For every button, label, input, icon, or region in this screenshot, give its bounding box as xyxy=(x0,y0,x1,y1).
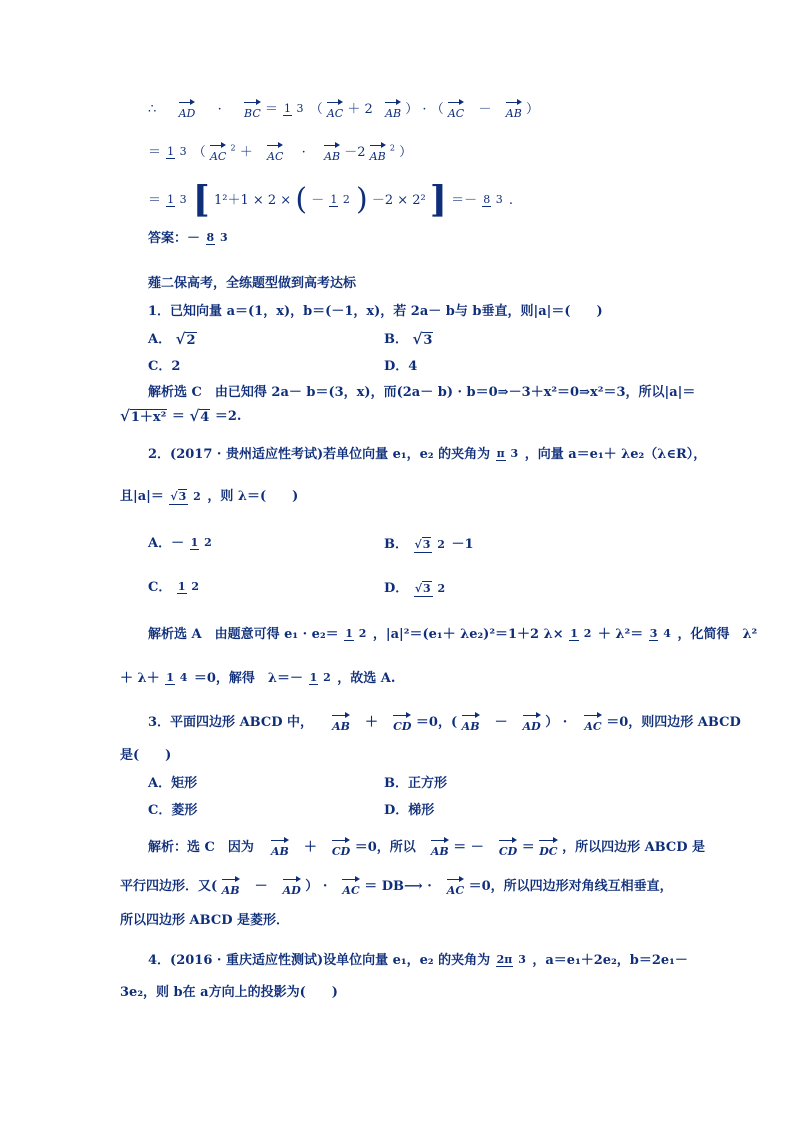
vector-ab: AB xyxy=(332,713,350,732)
fraction-sqrt3-half xyxy=(169,489,201,505)
numerator: 1 xyxy=(190,536,199,550)
solution-text: ，化简得 λ² xyxy=(677,627,758,642)
fraction-sqrt3-half xyxy=(414,581,446,597)
question-4-stem-line-1 xyxy=(148,954,688,967)
fraction-one-half xyxy=(177,581,200,594)
numerator: 1 xyxy=(167,145,175,159)
solution-text: 解析：选 C 因为 xyxy=(148,840,254,855)
denominator: 3 xyxy=(510,447,519,461)
vector-ab: AB xyxy=(431,838,449,857)
therefore-symbol: ∴ xyxy=(148,102,157,117)
q2-solution-line-2 xyxy=(120,672,395,685)
denominator: 2 xyxy=(437,538,445,551)
vector-ab: AB xyxy=(385,100,401,119)
numerator: √3 xyxy=(170,490,187,503)
q3-option-b: B．正方形 xyxy=(384,776,447,791)
fraction-one-half xyxy=(329,194,351,207)
solution-text: ，|a|²＝(e₁＋ λe₂)²＝1＋2 λ× xyxy=(372,627,564,642)
question-4-stem-line-2: 3e₂，则 b在 a方向上的投影为( ) xyxy=(120,985,338,1000)
denominator: 4 xyxy=(663,627,671,641)
q2-solution-line-1 xyxy=(148,628,757,641)
equals-sign: ＝ xyxy=(148,145,162,160)
fraction-one-third xyxy=(166,194,188,207)
vector-cd: CD xyxy=(332,838,350,857)
vector-ad: AD xyxy=(283,877,301,896)
vector-ad: AD xyxy=(523,713,541,732)
stem-text: ，则 λ＝( ) xyxy=(207,489,299,505)
question-2-stem-line-2 xyxy=(120,489,298,505)
solution-text: ＝0，所以 xyxy=(354,840,416,855)
vector-ab: AB xyxy=(324,143,340,162)
numerator: 1 xyxy=(570,627,578,641)
equals-sign: ＝ xyxy=(148,192,162,208)
fraction-one-third xyxy=(283,103,305,116)
plus-sign: ＋ xyxy=(303,840,317,855)
fraction-one-quarter xyxy=(165,672,188,685)
numerator: 1 xyxy=(177,580,186,594)
denominator: 3 xyxy=(179,192,187,206)
denominator: 2 xyxy=(437,582,446,595)
plus-sign: ＋ xyxy=(347,102,361,117)
period: . xyxy=(508,192,514,208)
numerator: 1 xyxy=(330,192,338,206)
stem-text: ，向量 a＝e₁＋ λe₂（λ∈R）， xyxy=(524,447,707,462)
q1-solution-line-2 xyxy=(120,409,241,424)
q3-solution-line-2 xyxy=(120,877,673,896)
answer-fraction xyxy=(206,232,229,245)
solution-text: ＝ DB⟶ · xyxy=(364,879,432,894)
vector-cd: CD xyxy=(499,838,517,857)
question-3-stem-line-2: 是( ) xyxy=(120,748,172,763)
q1-option-b xyxy=(384,332,433,347)
fraction-pi-third xyxy=(496,448,520,461)
radicand: 3 xyxy=(423,333,433,348)
fraction-two-pi-third xyxy=(496,954,527,967)
left-paren: （ xyxy=(309,102,323,117)
minus-sign: － xyxy=(254,879,268,894)
right-paren-large: ) xyxy=(356,182,368,217)
radicand: 4 xyxy=(200,410,210,425)
radicand: 3 xyxy=(422,538,431,551)
bracket-expression: 1²＋1 × 2 × xyxy=(213,192,292,208)
stem-text: ＝0，则四边形 ABCD xyxy=(606,715,741,730)
vector-ac: AC xyxy=(448,100,464,119)
solution-text: ，故选 A. xyxy=(337,671,396,686)
option-label: B． xyxy=(384,332,408,347)
sqrt-three: √3 xyxy=(412,330,433,348)
vector-cd: CD xyxy=(393,713,411,732)
radicand: 2 xyxy=(186,333,196,348)
vector-ac: AC xyxy=(267,143,283,162)
denominator: 2 xyxy=(193,490,201,503)
numerator: 1 xyxy=(167,192,175,206)
fraction-one-half xyxy=(190,537,213,550)
stem-text: ＝0，( xyxy=(415,715,458,730)
fraction-eight-thirds xyxy=(482,194,504,207)
minus-sign: － xyxy=(311,192,325,208)
solution-text: 平行四边形．又( xyxy=(120,879,218,894)
answer-line xyxy=(148,232,230,245)
coefficient-two: 2 xyxy=(364,102,373,117)
denominator: 2 xyxy=(191,580,200,594)
q3-option-a: A．矩形 xyxy=(148,776,198,791)
denominator: 2 xyxy=(358,627,367,641)
denominator: 2 xyxy=(204,536,212,550)
stem-text: ，a＝e₁＋2e₂，b＝2e₁－ xyxy=(532,953,688,968)
equals-sign: ＝ xyxy=(521,840,535,855)
denominator: 3 xyxy=(518,953,526,967)
numerator: π xyxy=(496,447,505,461)
numerator: 1 xyxy=(166,671,174,685)
vector-ab: AB xyxy=(222,877,240,896)
left-paren: （ xyxy=(430,102,444,117)
vector-ac: AC xyxy=(327,100,343,119)
right-paren: ） xyxy=(305,879,319,894)
option-label: A．－ xyxy=(148,536,185,551)
solution-text: ，所以四边形 ABCD 是 xyxy=(562,840,706,855)
minus-sign: － xyxy=(494,715,508,730)
denominator: 3 xyxy=(179,145,187,159)
solution-text: ＋ λ＋ xyxy=(120,671,160,686)
fraction-one-half xyxy=(344,628,367,641)
right-paren: ） xyxy=(405,102,419,117)
denominator: 2 xyxy=(342,192,350,206)
question-1-stem: 1．已知向量 a＝(1，x)，b＝(－1，x)，若 2a－ b与 b垂直，则|a|＝( ) xyxy=(148,304,603,319)
sqrt-four: √4 xyxy=(189,407,210,425)
solution-text: ＝0，所以四边形对角线互相垂直， xyxy=(468,879,673,894)
stem-text: 2．(2017 · 贵州适应性考试)若单位向量 e₁，e₂ 的夹角为 xyxy=(148,447,491,462)
q1-option-a xyxy=(148,332,197,347)
dot-operator: · xyxy=(217,102,222,117)
vector-ab: AB xyxy=(506,100,522,119)
formula-line-3 xyxy=(148,179,514,221)
denominator: 3 xyxy=(495,192,503,206)
question-3-stem-line-1 xyxy=(148,713,741,732)
denominator: 4 xyxy=(179,671,188,685)
solution-text: ＋ λ²＝ xyxy=(597,627,644,642)
right-paren: ） xyxy=(545,715,559,730)
vector-ac: AC xyxy=(584,713,601,732)
question-2-stem-line-1 xyxy=(148,448,706,461)
numerator: 1 xyxy=(309,671,318,685)
minus-sign: － xyxy=(478,102,492,117)
option-label: D． xyxy=(384,581,409,597)
left-paren-large: ( xyxy=(295,182,308,217)
sqrt-two: √2 xyxy=(175,330,196,348)
equals-sign: ＝ xyxy=(264,102,278,117)
fraction-one-third xyxy=(166,146,188,159)
numerator: 1 xyxy=(284,102,292,116)
plus-sign: ＋ xyxy=(365,715,379,730)
numerator: 3 xyxy=(649,627,658,641)
vector-ab: AB xyxy=(462,713,480,732)
minus-sign: － xyxy=(470,840,484,855)
numerator: √3 xyxy=(414,538,431,551)
vector-dc: DC xyxy=(539,838,557,857)
q1-option-d: D．4 xyxy=(384,359,418,374)
fraction-one-half xyxy=(309,672,332,685)
denominator: 3 xyxy=(220,231,228,245)
plus-sign: ＋ xyxy=(239,145,253,160)
left-bracket: [ xyxy=(192,179,210,221)
radicand: 3 xyxy=(178,490,187,503)
numerator: √3 xyxy=(414,582,431,595)
vector-ad: AD xyxy=(179,100,196,119)
numerator: 8 xyxy=(206,231,215,245)
vector-bc: BC xyxy=(244,100,261,119)
denominator: 2 xyxy=(583,627,592,641)
square-exponent: 2 xyxy=(389,143,395,153)
sqrt-expression: √1＋x² xyxy=(120,407,167,425)
q3-option-c: C．菱形 xyxy=(148,803,198,818)
answer-label: 答案：－ xyxy=(148,231,201,246)
dot-operator: · xyxy=(301,145,306,160)
fraction-one-half xyxy=(569,628,592,641)
dot-operator: · xyxy=(562,715,568,730)
dot-operator: · xyxy=(322,879,328,894)
q2-option-b xyxy=(384,537,474,553)
vector-ab: AB xyxy=(271,838,289,857)
stem-text: 4．(2016 · 重庆适应性测试)设单位向量 e₁，e₂ 的夹角为 xyxy=(148,953,491,968)
option-label: A． xyxy=(148,332,172,347)
vector-ac: AC xyxy=(210,143,226,162)
square-exponent: 2 xyxy=(230,143,236,153)
q2-option-c xyxy=(148,581,201,594)
radicand: 1＋x² xyxy=(130,410,167,425)
q3-solution-line-1 xyxy=(148,838,705,857)
option-label: B． xyxy=(384,537,408,553)
minus-two: －2 xyxy=(344,145,366,160)
q1-solution-line-1: 解析选 C 由已知得 2a－ b＝(3，x)，而(2a－ b) · b＝0⇒－3＋x²＝0⇒x²＝3，所以|a|＝ xyxy=(148,385,696,400)
q2-option-d xyxy=(384,581,447,597)
numerator: 2π xyxy=(496,953,513,967)
solution-text: ＝0，解得 λ＝－ xyxy=(193,671,304,686)
dot-operator: · xyxy=(422,102,427,117)
fraction-sqrt3-half xyxy=(414,537,446,553)
numerator: 8 xyxy=(483,192,491,206)
fraction-three-quarters xyxy=(649,628,672,641)
option-label: C． xyxy=(148,580,172,595)
equals-sign: ＝ xyxy=(453,840,467,855)
left-paren: （ xyxy=(192,145,206,160)
right-paren: ） xyxy=(399,145,413,160)
stem-text: 且|a|＝ xyxy=(120,489,164,505)
radicand: 3 xyxy=(423,582,431,595)
equals-minus: ＝－ xyxy=(451,192,478,208)
result: ＝2. xyxy=(214,409,242,424)
q3-option-d: D．梯形 xyxy=(384,803,435,818)
right-bracket: ] xyxy=(429,179,447,221)
section-title: 薤二保高考，全练题型做到高考达标 xyxy=(148,276,357,291)
denominator: 3 xyxy=(296,102,304,116)
q2-option-a xyxy=(148,537,214,550)
vector-ac: AC xyxy=(342,877,359,896)
vector-ab: AB xyxy=(370,143,386,162)
q1-option-c: C．2 xyxy=(148,359,181,374)
bracket-expression-tail: －2 × 2² xyxy=(371,192,426,208)
solution-text: 解析选 A 由题意可得 e₁ · e₂＝ xyxy=(148,627,339,642)
q3-solution-line-3: 所以四边形 ABCD 是菱形． xyxy=(120,913,289,928)
option-tail: －1 xyxy=(451,537,474,553)
denominator: 2 xyxy=(323,671,331,685)
vector-ac: AC xyxy=(447,877,464,896)
formula-line-2 xyxy=(148,143,412,162)
equals-sign: ＝ xyxy=(171,409,185,424)
numerator: 1 xyxy=(345,627,353,641)
right-paren: ） xyxy=(525,102,539,117)
stem-text: 3．平面四边形 ABCD 中， xyxy=(148,715,314,730)
formula-line-1 xyxy=(148,100,539,119)
